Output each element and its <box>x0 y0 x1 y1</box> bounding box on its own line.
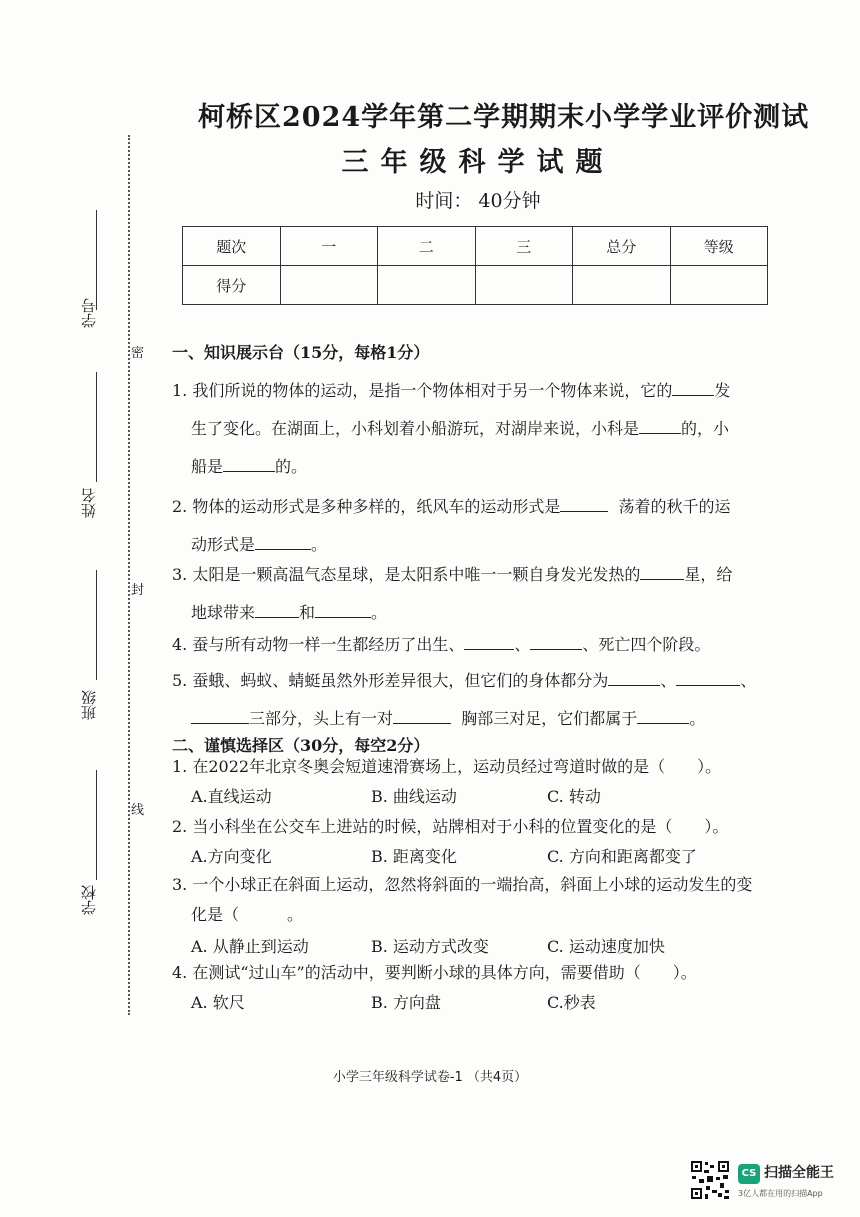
answer-blank[interactable] <box>223 453 275 472</box>
question-1-2 <box>172 488 772 564</box>
scanner-watermark <box>690 1158 850 1208</box>
options <box>172 988 772 1018</box>
qr-code-icon <box>690 1160 730 1200</box>
q-text: 2. 物体的运动形式是多种多样的，纸风车的运动形式是 <box>172 497 561 516</box>
binding-dotted-line <box>128 135 130 1015</box>
score-table-score-row <box>183 266 768 305</box>
q-text: 荡着的秋千的运 <box>618 497 731 516</box>
score-header-cell: 三 <box>475 227 573 266</box>
option-c[interactable]: C. 运动速度加快 <box>547 937 665 956</box>
answer-blank[interactable] <box>640 561 684 580</box>
score-header-cell: 二 <box>378 227 476 266</box>
answer-blank[interactable] <box>393 705 451 724</box>
option-b[interactable]: B. 曲线运动 <box>371 787 457 806</box>
seal-char-mi: 密 <box>131 340 144 363</box>
question-2-4 <box>172 958 772 1018</box>
question-1-5 <box>172 662 772 738</box>
school-line <box>96 770 97 880</box>
q-stem: 4. 在测试“过山车”的活动中，要判断小球的具体方向，需要借助（ ）。 <box>172 963 697 982</box>
exam-time: 时间： 40分钟 <box>415 190 541 212</box>
q-text: 三部分，头上有一对 <box>249 709 394 728</box>
section-2-title: 二、谨慎选择区（30分，每空2分） <box>172 736 430 755</box>
scanner-logo-icon: CS <box>738 1164 760 1184</box>
score-header-cell: 等级 <box>670 227 768 266</box>
answer-blank[interactable] <box>637 705 689 724</box>
scanner-tagline: 3亿人都在用的扫描App <box>738 1189 823 1198</box>
score-table-header-row <box>183 227 768 266</box>
seal-char-feng: 封 <box>131 577 144 600</box>
q-text: 胸部三对足，它们都属于 <box>461 709 638 728</box>
q-text: 、 <box>514 635 531 654</box>
name-line <box>96 372 97 482</box>
answer-blank[interactable] <box>676 667 740 686</box>
option-a[interactable]: A.方向变化 <box>191 847 272 866</box>
option-a[interactable]: A. 从静止到运动 <box>191 937 309 956</box>
answer-blank[interactable] <box>672 377 714 396</box>
q-text: 发 <box>714 381 731 400</box>
option-a[interactable]: A.直线运动 <box>191 787 272 806</box>
score-table <box>182 226 768 305</box>
q-stem-cont: 化是（ 。 <box>191 905 304 924</box>
student-id-line <box>96 210 97 310</box>
option-c[interactable]: C. 方向和距离都变了 <box>547 847 697 866</box>
q-text: 4. 蚕与所有动物一样一生都经历了出生、 <box>172 635 465 654</box>
score-header-cell: 总分 <box>573 227 671 266</box>
q-text: 5. 蚕蛾、蚂蚁、蜻蜓虽然外形差异很大，但它们的身体都分为 <box>172 671 609 690</box>
q-stem: 3. 一个小球正在斜面上运动，忽然将斜面的一端抬高，斜面上小球的运动发生的变 <box>172 875 753 894</box>
q-text: 。 <box>311 535 328 554</box>
question-2-1 <box>172 752 772 812</box>
option-b[interactable]: B. 距离变化 <box>371 847 457 866</box>
options <box>172 782 772 812</box>
score-header-cell: 题次 <box>183 227 281 266</box>
section-1-title: 一、知识展示台（15分，每格1分） <box>172 343 430 362</box>
scanner-brand: 扫描全能王 <box>764 1165 834 1181</box>
exam-title: 柯桥区2024学年第二学期期末小学学业评价测试 <box>198 102 810 133</box>
option-a[interactable]: A. 软尺 <box>191 993 245 1012</box>
q-text: 生了变化。在湖面上，小科划着小船游玩，对湖岸来说，小科是 <box>191 419 640 438</box>
score-row-label: 得分 <box>183 266 281 305</box>
class-line <box>96 570 97 680</box>
question-1-3 <box>172 556 772 632</box>
score-cell[interactable] <box>378 266 476 305</box>
q-stem: 2. 当小科坐在公交车上进站的时候，站牌相对于小科的位置变化的是（ ）。 <box>172 817 729 836</box>
class-label: 班级 <box>80 690 98 720</box>
score-cell[interactable] <box>280 266 378 305</box>
q-text: 、死亡四个阶段。 <box>582 635 711 654</box>
score-cell[interactable] <box>573 266 671 305</box>
seal-char-xian: 线 <box>131 797 144 820</box>
option-c[interactable]: C. 转动 <box>547 787 601 806</box>
q-text: 、 <box>660 671 677 690</box>
q-text: 地球带来 <box>191 603 256 622</box>
option-b[interactable]: B. 运动方式改变 <box>371 937 489 956</box>
q-text: 的。 <box>275 457 308 476</box>
answer-blank[interactable] <box>315 599 371 618</box>
score-cell[interactable] <box>670 266 768 305</box>
school-label: 学校 <box>80 885 98 915</box>
student-id-label: 学号 <box>80 298 98 328</box>
q-text: 星，给 <box>684 565 733 584</box>
score-header-cell: 一 <box>280 227 378 266</box>
q-text: 船是 <box>191 457 224 476</box>
question-1-1 <box>172 372 772 486</box>
answer-blank[interactable] <box>464 631 514 650</box>
name-label: 姓名 <box>80 488 98 518</box>
page-footer: 小学三年级科学试卷-1 （共4页） <box>332 1070 528 1085</box>
answer-blank[interactable] <box>530 631 582 650</box>
option-c[interactable]: C.秒表 <box>547 993 596 1012</box>
answer-blank[interactable] <box>560 493 608 512</box>
question-2-2 <box>172 812 772 872</box>
question-1-4 <box>172 626 772 664</box>
answer-blank[interactable] <box>255 599 299 618</box>
q-text: 、 <box>740 671 757 690</box>
q-text: 动形式是 <box>191 535 256 554</box>
answer-blank[interactable] <box>608 667 660 686</box>
q-text: 。 <box>689 709 706 728</box>
options <box>172 842 772 872</box>
score-cell[interactable] <box>475 266 573 305</box>
answer-blank[interactable] <box>639 415 681 434</box>
option-b[interactable]: B. 方向盘 <box>371 993 441 1012</box>
answer-blank[interactable] <box>255 531 311 550</box>
q-text: 和 <box>299 603 316 622</box>
q-text: 3. 太阳是一颗高温气态星球，是太阳系中唯一一颗自身发光发热的 <box>172 565 641 584</box>
exam-subtitle: 三年级科学试题 <box>341 147 615 178</box>
q-stem: 1. 在2022年北京冬奥会短道速滑赛场上，运动员经过弯道时做的是（ ）。 <box>172 757 722 776</box>
q-text: 的，小 <box>681 419 730 438</box>
q-text: 1. 我们所说的物体的运动，是指一个物体相对于另一个物体来说，它的 <box>172 381 673 400</box>
q-text: 。 <box>371 603 388 622</box>
answer-blank[interactable] <box>191 705 249 724</box>
question-2-3 <box>172 870 772 962</box>
